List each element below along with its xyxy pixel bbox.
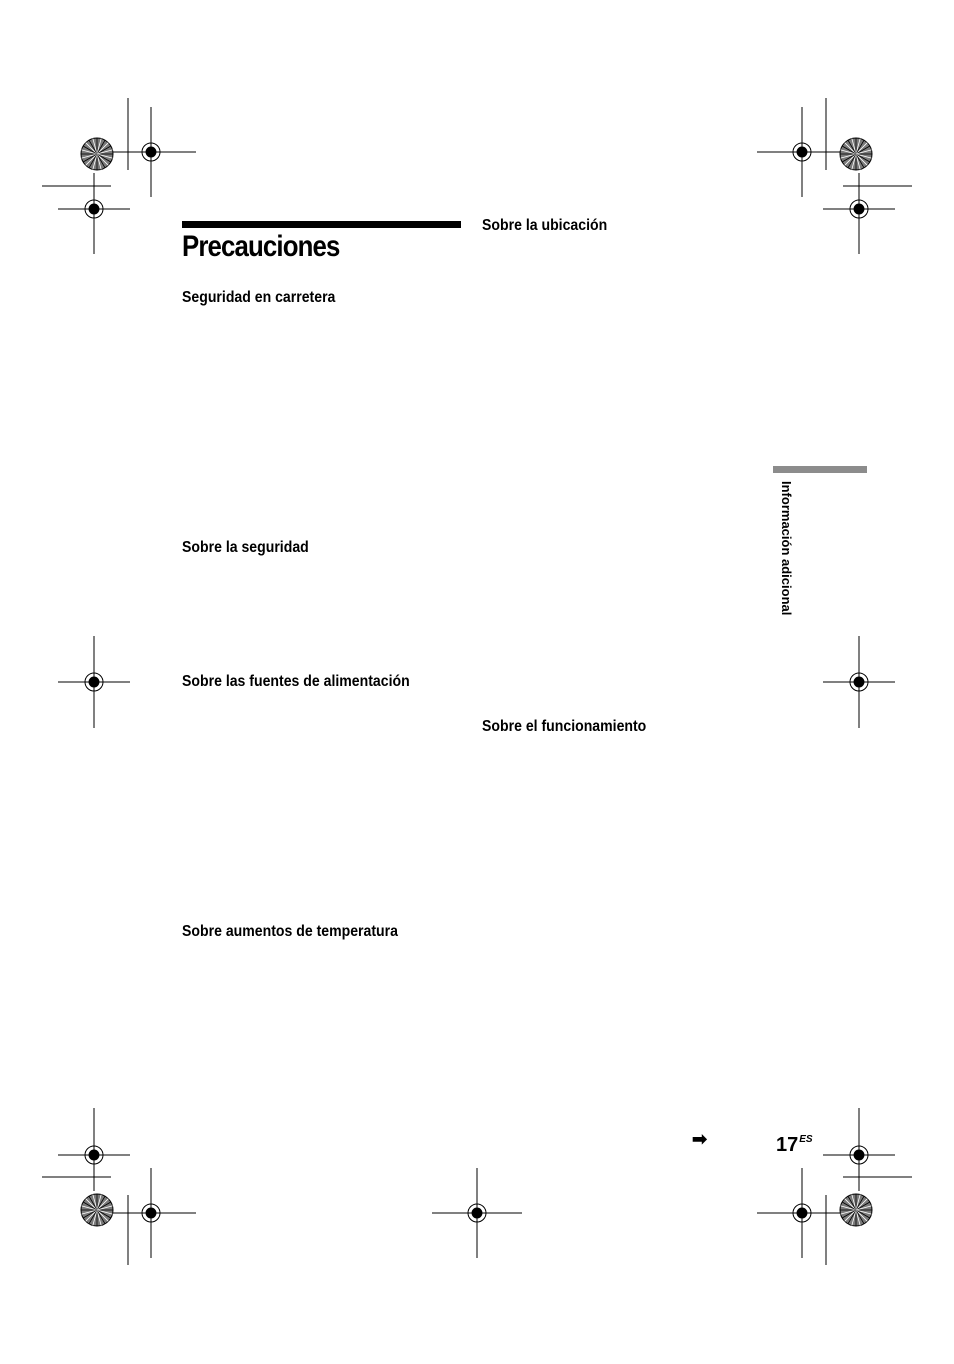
heading-road-safety: Seguridad en carretera — [182, 289, 336, 306]
heading-location: Sobre la ubicación — [482, 217, 608, 234]
star-target-mark — [81, 138, 113, 170]
crosshair-mark — [757, 1168, 847, 1258]
star-target-mark — [840, 138, 872, 170]
title-rule — [182, 221, 461, 228]
star-target-mark — [840, 1194, 872, 1226]
page-title: Precauciones — [182, 230, 340, 263]
page-number — [776, 1134, 813, 1157]
heading-temperature: Sobre aumentos de temperatura — [182, 923, 398, 940]
star-target-mark — [81, 1194, 113, 1226]
page-number-value: 17 — [776, 1134, 799, 1156]
crosshair-mark — [106, 1168, 196, 1258]
heading-safety: Sobre la seguridad — [182, 539, 309, 556]
heading-operation: Sobre el funcionamiento — [482, 718, 647, 735]
crop-marks-layer — [42, 98, 912, 1265]
section-tab-label: Información adicional — [779, 481, 794, 616]
section-tab-bar — [773, 466, 867, 473]
crosshair-mark — [757, 107, 847, 197]
crosshair-mark — [106, 107, 196, 197]
continue-arrow-icon: ➡ — [692, 1129, 708, 1149]
page-number-suffix: ES — [799, 1134, 813, 1145]
heading-power-sources: Sobre las fuentes de alimentación — [182, 673, 410, 690]
